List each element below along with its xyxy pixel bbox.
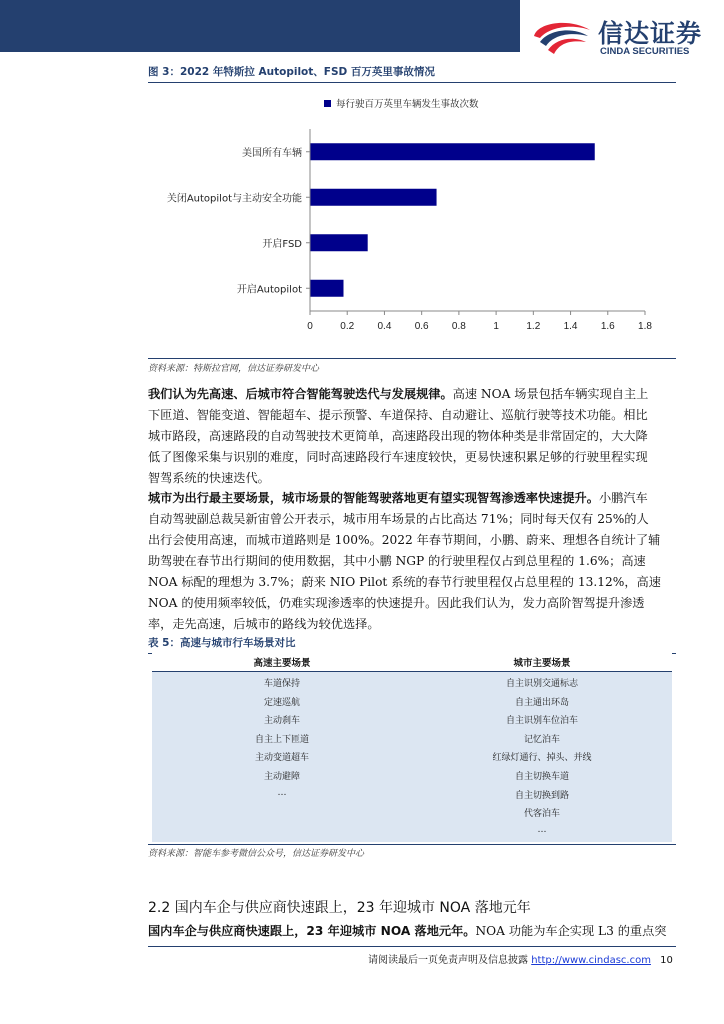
figure-title: 图 3：2022 年特斯拉 Autopilot、FSD 百万英里事故情况 xyxy=(148,64,676,83)
y-tick-label: 开启Autopilot xyxy=(236,284,302,296)
figure-source: 资料来源：特斯拉官网，信达证券研发中心 xyxy=(148,364,320,374)
table-cell: 记忆泊车 xyxy=(523,734,560,745)
x-tick-label: 1.8 xyxy=(638,321,652,332)
chart-bar xyxy=(310,234,368,251)
x-tick-label: 0.6 xyxy=(414,321,429,332)
table-cell: 车道保持 xyxy=(263,679,300,689)
para2-line-5: NOA 标配的理想为 3.7%；蔚来 NIO Pilot 系统的春节行驶里程仅占总里程的 13.12%，高速 xyxy=(148,575,661,589)
chart-bar xyxy=(310,143,595,160)
para2-lead: 城市为出行最主要场景，城市场景的智能驾驶落地更有望实现智驾渗透率快速提升。 xyxy=(148,491,599,505)
y-tick-label: 关闭Autopilot与主动安全功能 xyxy=(166,193,302,205)
para1-line-1 xyxy=(148,384,676,405)
logo-chinese-name: 信达证券 xyxy=(598,19,703,48)
section-heading: 2.2 国内车企与供应商快速跟上，23 年迎城市 NOA 落地元年 xyxy=(148,900,531,916)
para2-line-3: 出行会使用高速，而城市道路则是 100%。2022 年春节期间，小鹏、蔚来、理想各自统计了辅 xyxy=(148,533,661,547)
logo-english-name: CINDA SECURITIES xyxy=(600,46,690,57)
para1-line-1-text: 高速 NOA 场景包括车辆实现自主上 xyxy=(452,387,649,401)
table-cell: 主动避障 xyxy=(263,771,300,782)
table-cell: 自主上下匝道 xyxy=(254,734,309,745)
paragraph-city-scenario xyxy=(148,488,676,635)
chart-bar xyxy=(310,189,437,206)
company-logo xyxy=(530,14,710,58)
para1-line-3: 城市路段，高速路段的自动驾驶技术更简单，高速路段出现的物体种类是非常固定的，大大降 xyxy=(148,429,648,443)
footer-divider xyxy=(148,946,676,947)
x-tick-label: 1.4 xyxy=(563,321,578,332)
bar-chart xyxy=(148,84,676,356)
table-cell: 定速巡航 xyxy=(263,697,300,708)
table-source: 资料来源：智能车参考微信公众号，信达证券研发中心 xyxy=(148,849,365,859)
paragraph-highway-first xyxy=(148,384,676,489)
x-tick-label: 1.6 xyxy=(600,321,615,332)
para3-lead: 国内车企与供应商快速跟上，23 年迎城市 NOA 落地元年。 xyxy=(148,924,476,938)
para2-line-7: 率，走先高速，后城市的路线为较优选择。 xyxy=(148,617,380,631)
disclaimer-text: 请阅读最后一页免责声明及信息披露 xyxy=(368,955,528,966)
table-cell: 自主切换到路 xyxy=(514,790,569,801)
para1-line-4: 低了图像采集与识别的难度，同时高速路段行车速度较快，更易快速积累足够的行驶里程实现 xyxy=(148,450,648,464)
table-cell: 自主切换车道 xyxy=(514,771,569,782)
table-cell: 主动变道超车 xyxy=(254,753,309,764)
x-tick-label: 0.4 xyxy=(377,321,392,332)
legend-swatch xyxy=(324,100,331,107)
page-number: 10 xyxy=(660,955,673,966)
y-tick-label: 美国所有车辆 xyxy=(242,147,302,159)
para2-line-1 xyxy=(148,488,676,509)
chart-bar xyxy=(310,280,344,297)
para2-line-4: 助驾驶在春节出行期间的使用数据，其中小鹏 NGP 的行驶里程仅占到总里程的 1.6%；高速 xyxy=(148,554,646,568)
table-source-divider xyxy=(148,844,676,845)
table-cell: 自主通出环岛 xyxy=(514,697,569,708)
table-title: 表 5：高速与城市行车场景对比 xyxy=(148,635,676,654)
table-cell: 红绿灯通行、掉头、并线 xyxy=(492,753,592,764)
table-cell: … xyxy=(277,787,287,798)
para1-lead: 我们认为先高速、后城市符合智能驾驶迭代与发展规律。 xyxy=(148,387,453,401)
x-tick-label: 0.8 xyxy=(451,321,466,332)
legend-label: 每行驶百万英里车辆发生事故次数 xyxy=(336,99,479,110)
footer xyxy=(368,951,673,966)
x-tick-label: 0 xyxy=(307,321,313,332)
table-cell: 自主识别车位泊车 xyxy=(505,716,578,727)
table-header-city: 城市主要场景 xyxy=(513,658,571,669)
table-cell: 自主识别交通标志 xyxy=(505,679,578,689)
table-body xyxy=(152,672,672,842)
table-header xyxy=(152,652,672,672)
table-header-highway: 高速主要场景 xyxy=(253,658,311,669)
para2-line-1-text: 小鹏汽车 xyxy=(598,491,648,505)
table-cell: 代客泊车 xyxy=(523,809,560,820)
figure-source-divider xyxy=(148,358,676,359)
table-cell: 主动刹车 xyxy=(263,716,300,727)
logo-swoosh-icon xyxy=(530,16,594,56)
x-tick-label: 1 xyxy=(493,321,499,332)
para3-line-1-text: NOA 功能为车企实现 L3 的重点突 xyxy=(475,924,667,938)
para2-line-6: NOA 的使用频率较低，仍难实现渗透率的快速提升。因此我们认为，发力高阶智驾提升渗透 xyxy=(148,596,645,610)
chart-svg xyxy=(148,84,676,356)
header-band xyxy=(0,0,520,52)
table-cell: … xyxy=(537,824,547,835)
paragraph-domestic-oem xyxy=(148,921,676,942)
para2-line-2: 自动驾驶副总裁吴新宙曾公开表示，城市用车场景的占比高达 71%；同时每天仅有 25%的人 xyxy=(148,512,649,526)
para1-line-2: 下匝道、智能变道、智能超车、提示预警、车道保持、自动避让、巡航行驶等技术功能。相比 xyxy=(148,408,648,422)
table-column-highway xyxy=(152,676,412,806)
website-link[interactable]: http://www.cindasc.com xyxy=(531,955,651,966)
table-column-city xyxy=(412,676,672,843)
scenario-table xyxy=(152,652,672,842)
para1-line-5: 智驾系统的快速迭代。 xyxy=(148,471,270,485)
para3-line-1 xyxy=(148,921,676,942)
x-tick-label: 0.2 xyxy=(340,321,355,332)
x-tick-label: 1.2 xyxy=(526,321,541,332)
y-tick-label: 开启FSD xyxy=(262,238,302,250)
